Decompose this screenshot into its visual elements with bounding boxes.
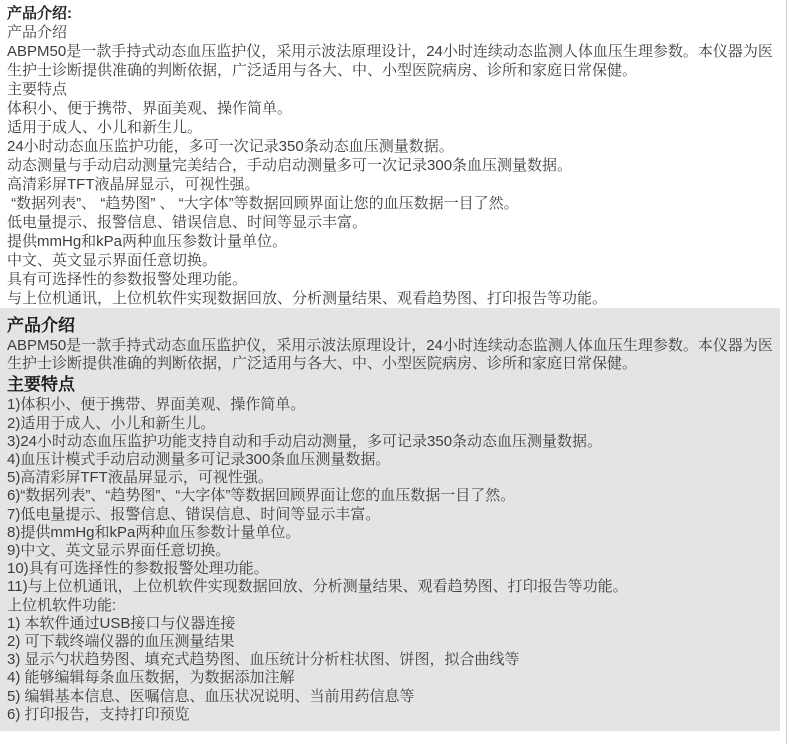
- text-line: 24小时动态血压监护功能，多可一次记录350条动态血压测量数据。: [7, 138, 454, 155]
- feature-item: 6)“数据列表”、“趋势图”、“大字体”等数据回顾界面让您的血压数据一目了然。: [7, 487, 516, 505]
- text-line: 与上位机通讯，上位机软件实现数据回放、分析测量结果、观看趋势图、打印报告等功能。: [7, 290, 608, 307]
- vertical-divider: [786, 0, 787, 744]
- text-line: 主要特点: [7, 81, 68, 98]
- feature-item: 5)高清彩屏TFT液晶屏显示，可视性强。: [7, 469, 273, 487]
- software-feature-item: 1) 本软件通过USB接口与仪器连接: [7, 614, 236, 632]
- highlight-intro-heading: 产品介绍: [7, 316, 75, 335]
- feature-item: 8)提供mmHg和kPa两种血压参数计量单位。: [7, 523, 301, 541]
- feature-item: 9)中文、英文显示界面任意切换。: [7, 542, 231, 560]
- software-feature-item: 4) 能够编辑每条血压数据，为数据添加注解: [7, 669, 295, 687]
- highlight-intro-paragraph: ABPM50是一款手持式动态血压监护仪，采用示波法原理设计，24小时连续动态监测人体血压生理参数。本仪器为医生护士诊断提供准确的判断依据，广泛适用与各大、中、小型医院病房、诊所和家庭日常保健。: [7, 337, 773, 373]
- feature-item: 10)具有可选择性的参数报警处理功能。: [7, 560, 269, 578]
- software-feature-item: 2) 可下载终端仪器的血压测量结果: [7, 633, 235, 651]
- text-line: 低电量提示、报警信息、错误信息、时间等显示丰富。: [7, 214, 368, 231]
- feature-item: 2)适用于成人、小儿和新生儿。: [7, 414, 216, 432]
- text-line: 高清彩屏TFT液晶屏显示，可视性强。: [7, 176, 260, 193]
- text-line: 具有可选择性的参数报警处理功能。: [7, 271, 248, 288]
- feature-item: 3)24小时动态血压监护功能支持自动和手动启动测量，多可记录350条动态血压测量数据。: [7, 432, 603, 450]
- feature-list: [7, 396, 773, 596]
- feature-item: 7)低电量提示、报警信息、错误信息、时间等显示丰富。: [7, 505, 381, 523]
- text-line: 动态测量与手动启动测量完美结合，手动启动测量多可一次记录300条血压测量数据。: [7, 157, 573, 174]
- software-feature-item: 6) 打印报告，支持打印预览: [7, 705, 190, 723]
- plain-section-title: 产品介绍:: [7, 5, 72, 22]
- text-line: “数据列表”、 “趋势图” 、 “大字体”等数据回顾界面让您的血压数据一目了然。: [7, 195, 519, 212]
- product-intro-highlight-section: [0, 308, 780, 731]
- highlight-features-heading: 主要特点: [7, 375, 75, 395]
- text-line: 适用于成人、小儿和新生儿。: [7, 119, 203, 136]
- software-feature-item: 3) 显示勺状趋势图、填充式趋势图、血压统计分析柱状图、饼图，拟合曲线等: [7, 651, 520, 669]
- software-feature-item: 5) 编辑基本信息、医嘱信息、血压状况说明、当前用药信息等: [7, 687, 415, 705]
- text-line: 中文、英文显示界面任意切换。: [7, 252, 218, 269]
- text-line: 产品介绍: [7, 24, 68, 41]
- plain-section-lines: [7, 23, 775, 308]
- text-line: 体积小、便于携带、界面美观、操作简单。: [7, 100, 293, 117]
- software-functions-heading: 上位机软件功能:: [7, 596, 117, 614]
- text-line: 提供mmHg和kPa两种血压参数计量单位。: [7, 233, 288, 250]
- software-feature-list: [7, 615, 773, 724]
- feature-item: 11)与上位机通讯，上位机软件实现数据回放、分析测量结果、观看趋势图、打印报告等功能。: [7, 578, 628, 596]
- feature-item: 1)体积小、便于携带、界面美观、操作简单。: [7, 396, 306, 414]
- text-line: ABPM50是一款手持式动态血压监护仪，采用示波法原理设计，24小时连续动态监测人体血压生理参数。本仪器为医生护士诊断提供准确的判断依据，广泛适用与各大、中、小型医院病房、诊所和家庭日常保健。: [7, 43, 773, 79]
- feature-item: 4)血压计模式手动启动测量多可记录300条血压测量数据。: [7, 451, 391, 469]
- product-intro-plain-section: [7, 4, 775, 308]
